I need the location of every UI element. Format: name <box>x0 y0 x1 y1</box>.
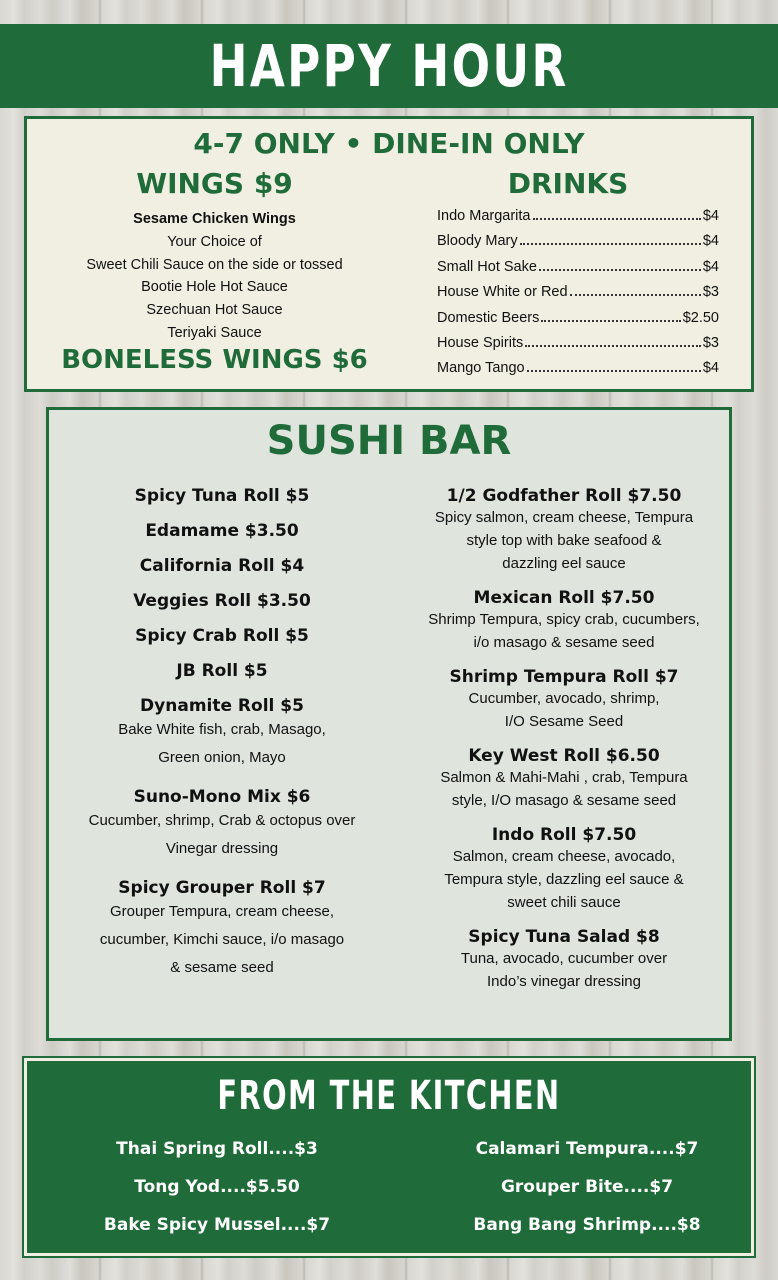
sushi-item-desc: Bake White fish, crab, Masago, <box>118 721 326 738</box>
sushi-item-name: Key West Roll $6.50 <box>468 746 660 766</box>
sushi-item <box>49 556 395 576</box>
boneless-wings-heading: BONELESS WINGS $6 <box>61 345 368 375</box>
sushi-item <box>49 626 395 646</box>
sushi-item <box>49 486 395 506</box>
sushi-item-name: Shrimp Tempura Roll $7 <box>449 667 679 687</box>
sushi-item-desc: Grouper Tempura, cream cheese, <box>110 903 334 920</box>
sushi-bar-panel <box>46 407 732 1041</box>
wings-line: Teriyaki Sauce <box>167 324 262 341</box>
banner-title: HAPPY HOUR <box>209 32 569 100</box>
drinks-list <box>437 208 719 386</box>
sushi-item <box>49 787 395 863</box>
dot-leader <box>525 345 701 347</box>
drink-row <box>437 208 719 233</box>
sushi-item-desc: Cucumber, avocado, shrimp, <box>468 690 660 707</box>
sushi-item-name: JB Roll $5 <box>176 661 268 681</box>
wings-line: Your Choice of <box>167 233 262 250</box>
sushi-item-desc: Tuna, avocado, cucumber over <box>460 950 668 967</box>
sushi-item-name: Spicy Tuna Salad $8 <box>468 927 660 947</box>
drink-price: $2.50 <box>682 309 719 326</box>
sushi-item-desc: cucumber, Kimchi sauce, i/o masago <box>99 931 345 948</box>
sushi-item-desc: i/o masago & sesame seed <box>473 634 655 651</box>
sushi-item <box>399 667 729 733</box>
wings-line: Szechuan Hot Sauce <box>146 302 283 319</box>
kitchen-item: Bang Bang Shrimp....$8 <box>473 1215 701 1235</box>
drink-name: House White or Red <box>437 284 568 301</box>
sushi-item-name: California Roll $4 <box>139 556 305 576</box>
sushi-item <box>49 696 395 772</box>
sushi-item-name: 1/2 Godfather Roll $7.50 <box>446 486 682 506</box>
drink-price: $3 <box>702 284 719 301</box>
sushi-item-desc: Green onion, Mayo <box>158 749 286 766</box>
sushi-item-name: Spicy Crab Roll $5 <box>135 626 309 646</box>
wings-section <box>27 167 402 345</box>
sushi-item-desc: I/O Sesame Seed <box>504 713 624 730</box>
drinks-heading: DRINKS <box>507 167 629 200</box>
sushi-item <box>49 591 395 611</box>
sushi-left-column <box>49 486 395 997</box>
sushi-item-desc: Cucumber, shrimp, Crab & octopus over <box>88 812 356 829</box>
kitchen-item: Grouper Bite....$7 <box>500 1177 674 1197</box>
drink-price: $4 <box>702 208 719 224</box>
sushi-item-name: Mexican Roll $7.50 <box>473 588 655 608</box>
sushi-item-desc: Salmon, cream cheese, avocado, <box>452 848 676 865</box>
drink-price: $4 <box>702 233 719 250</box>
drink-name: Mango Tango <box>437 360 525 377</box>
drink-row <box>437 360 719 385</box>
sushi-item-name: Dynamite Roll $5 <box>140 696 304 716</box>
sushi-right-column <box>399 486 729 1006</box>
sushi-item-desc: & sesame seed <box>170 959 274 976</box>
sushi-bar-title: SUSHI BAR <box>266 418 512 464</box>
drink-price: $4 <box>702 360 719 377</box>
sushi-item <box>399 825 729 914</box>
dot-leader <box>570 294 701 296</box>
dot-leader <box>539 269 701 271</box>
sushi-item-name: Spicy Tuna Roll $5 <box>134 486 310 506</box>
sushi-item <box>399 746 729 812</box>
drink-name: Bloody Mary <box>437 233 518 250</box>
kitchen-item: Calamari Tempura....$7 <box>475 1139 699 1159</box>
sushi-item-desc: Shrimp Tempura, spicy crab, cucumbers, <box>428 611 700 628</box>
wings-name: Sesame Chicken Wings <box>133 211 296 227</box>
dot-leader <box>520 243 701 245</box>
happy-hour-subtitle: 4-7 ONLY • DINE-IN ONLY <box>193 127 585 160</box>
wings-heading: WINGS $9 <box>136 167 293 200</box>
wings-line: Sweet Chili Sauce on the side or tossed <box>86 256 343 273</box>
sushi-item <box>399 588 729 654</box>
sushi-item-desc: Spicy salmon, cream cheese, Tempura <box>434 509 694 526</box>
drink-name: Indo Margarita <box>437 208 531 224</box>
sushi-item-desc: Vinegar dressing <box>165 840 279 857</box>
kitchen-item: Tong Yod....$5.50 <box>134 1177 300 1197</box>
kitchen-item: Thai Spring Roll....$3 <box>116 1139 318 1159</box>
drinks-section <box>437 167 719 386</box>
sushi-item-name: Indo Roll $7.50 <box>491 825 637 845</box>
drink-price: $4 <box>702 258 719 275</box>
kitchen-right-column <box>437 1135 737 1249</box>
sushi-item <box>49 521 395 541</box>
sushi-item-name: Veggies Roll $3.50 <box>133 591 311 611</box>
sushi-item <box>399 927 729 993</box>
sushi-item-desc: style top with bake seafood & <box>466 532 662 549</box>
kitchen-item: Bake Spicy Mussel....$7 <box>103 1215 331 1235</box>
kitchen-left-column <box>67 1135 367 1249</box>
sushi-item-desc: Tempura style, dazzling eel sauce & <box>444 871 684 888</box>
sushi-item <box>399 486 729 575</box>
sushi-item-desc: dazzling eel sauce <box>502 555 626 572</box>
drink-row <box>437 284 719 309</box>
drink-name: Domestic Beers <box>437 309 540 326</box>
sushi-item-name: Edamame $3.50 <box>145 521 299 541</box>
sushi-item <box>49 661 395 681</box>
happy-hour-panel <box>24 116 754 392</box>
dot-leader <box>533 218 701 220</box>
sushi-item-name: Spicy Grouper Roll $7 <box>118 878 326 898</box>
happy-hour-banner <box>0 24 778 108</box>
drink-name: House Spirits <box>437 334 524 351</box>
drink-row <box>437 310 719 335</box>
wings-line: Bootie Hole Hot Sauce <box>141 279 288 296</box>
sushi-item-desc: style, I/O masago & sesame seed <box>451 792 677 809</box>
sushi-item-desc: Indo’s vinegar dressing <box>487 973 641 990</box>
kitchen-panel <box>24 1058 754 1256</box>
dot-leader <box>527 370 701 372</box>
drink-name: Small Hot Sake <box>437 258 537 275</box>
sushi-item-name: Suno-Mono Mix $6 <box>133 787 311 807</box>
sushi-item <box>49 878 395 982</box>
dot-leader <box>541 320 680 322</box>
sushi-item-desc: sweet chili sauce <box>507 894 621 911</box>
sushi-item-desc: Salmon & Mahi-Mahi , crab, Tempura <box>440 769 688 786</box>
drink-row <box>437 335 719 360</box>
drink-row <box>437 259 719 284</box>
kitchen-title: FROM THE KITCHEN <box>217 1073 561 1119</box>
drink-price: $3 <box>702 334 719 351</box>
drink-row <box>437 233 719 258</box>
